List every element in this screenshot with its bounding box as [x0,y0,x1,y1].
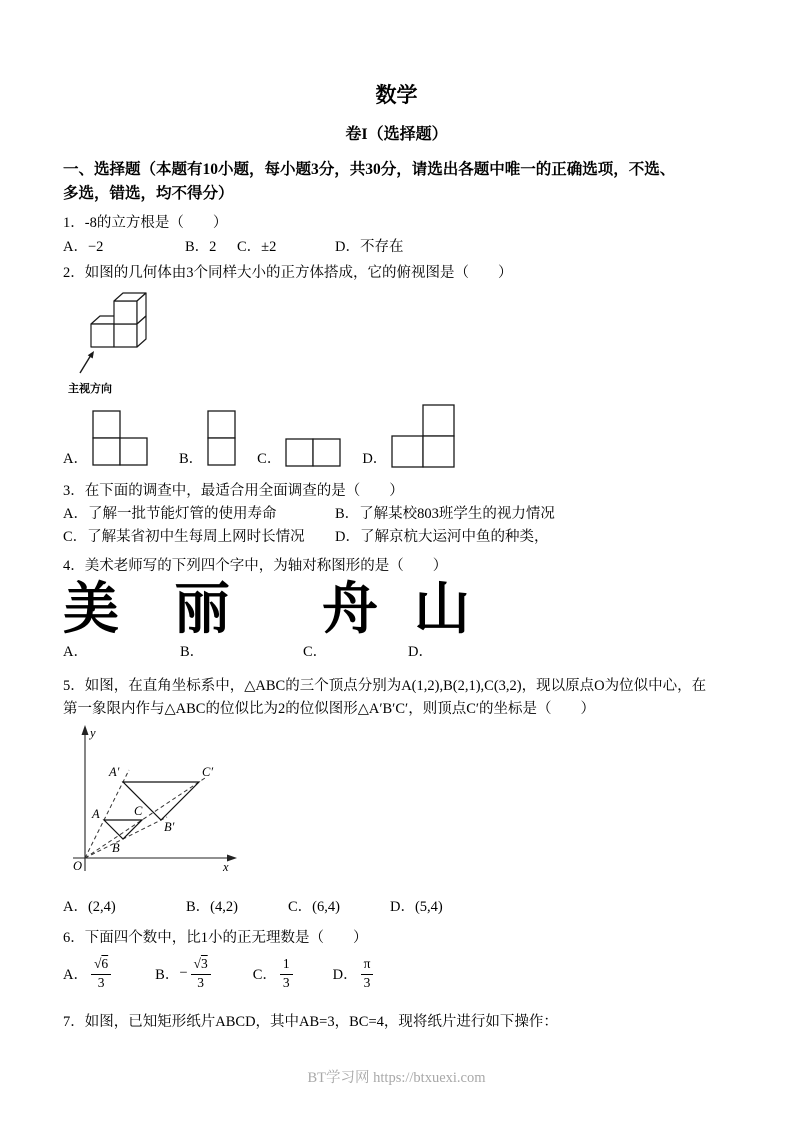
q2-option-b [179,410,237,468]
question-6-text: 6．下面四个数中，比1小的正无理数是（ ） [63,930,368,947]
q2-option-c [257,438,342,468]
triangle-abc [104,820,142,839]
q6-option-a [63,956,111,990]
q4-character-shan: 山 [414,578,470,641]
exam-subtitle: 卷I（选择题） [345,126,448,144]
q6-option-c-label: C． [252,967,277,984]
q2-option-a [63,410,149,468]
q4-option-a-label: A． [63,644,88,661]
q1-option-b: B．2 [185,238,217,255]
q6-option-d [333,956,374,990]
q4-character-li: 丽 [174,578,230,641]
q2-option-a-label: A． [63,450,88,467]
c-prime-label: C′ [202,765,214,779]
q2-solid-cubes-figure [76,289,156,379]
y-axis-label: y [90,726,96,740]
b-prime-label: B′ [164,820,175,834]
q1-option-a: A．−2 [63,238,104,255]
question-5-options [63,896,730,919]
q6-option-b [155,956,211,990]
q2-option-d [362,404,456,468]
q4-option-b-label: B． [180,644,205,661]
x-axis-label: x [223,860,229,874]
vertical-domino-shape [208,411,235,465]
q4-character-mei: 美 [63,578,119,641]
q4-characters-row [63,578,730,641]
q2-option-a-shape-figure [92,410,149,468]
q3-option-c: C．了解某省初中生每周上网时长情况 [63,529,305,546]
q1-option-c: C．±2 [237,238,277,255]
q6-option-a-fraction: $\frac{√6}{3}$ [91,956,111,990]
q2-option-c-shape-figure [285,438,342,468]
q5-option-b: B．(4,2) [186,899,238,915]
q6-option-b-label: B． [155,967,180,984]
question-3-options-row1 [63,503,730,526]
q2-option-d-shape-figure [391,404,456,468]
question-3-options-row2 [63,526,730,549]
j-tromino-shape [392,405,454,467]
section-heading [63,158,730,206]
q2-options-row [63,404,730,468]
l-tromino-shape [93,411,147,465]
q2-figure [68,289,730,396]
q6-option-d-fraction: $\frac{\pi}{3}$ [361,956,374,990]
horizontal-domino-shape [286,439,340,466]
q4-option-d-label: D． [408,644,433,661]
q2-option-b-shape-figure [207,410,237,468]
q3-option-a: A．了解一批节能灯管的使用寿命 [63,506,277,523]
c-label: C [134,804,143,818]
question-1-text: 1．-8的立方根是（ ） [63,215,228,232]
q5-figure [65,723,730,888]
dashed-rays-from-origin [85,770,205,858]
q5-option-d: D．(5,4) [390,899,443,915]
q6-option-b-sign: − [179,965,188,982]
q6-option-c [253,956,293,990]
origin-label: O [73,859,83,873]
q5-coordinate-figure [65,723,250,883]
radical-sign: √ [193,956,201,972]
question-5-text-line1: 5．如图，在直角坐标系中，△ABC的三个顶点分别为A(1,2),B(2,1),C(3,2)，现以原点O为位似中心，在 [63,677,707,694]
question-1-options [63,236,730,259]
section-heading-line2: 多选，错选，均不得分） [63,185,234,203]
q2-view-direction-label: 主视方向 [68,382,112,395]
q4-option-labels-row [63,641,730,664]
q1-option-d: D．不存在 [335,238,404,255]
question-7-text: 7．如图，已知矩形纸片ABCD，其中AB=3，BC=4，现将纸片进行如下操作： [63,1013,558,1030]
q2-option-d-label: D． [362,450,388,467]
q3-option-d: D．了解京杭大运河中鱼的种类， [335,529,549,546]
question-4-text: 4．美术老师写的下列四个字中，为轴对称图形的是（ ） [63,558,448,575]
section-heading-line1: 一、选择题（本题有10小题，每小题3分，共30分，请选出各题中唯一的正确选项，不选、 [63,161,676,179]
cubes-drawing [91,293,146,347]
question-5-text-line2: 第一象限内作与△ABC的位似比为2的位似图形△A′B′C′，则顶点C′的坐标是（ ） [63,700,596,717]
a-label: A [92,807,100,821]
q5-option-a: A．(2,4) [63,899,116,915]
q4-option-c-label: C． [303,644,328,661]
a-prime-label: A′ [109,765,120,779]
view-direction-arrow [80,351,94,373]
radical-sign: √ [93,956,102,972]
question-3-text: 3．在下面的调查中，最适合用全面调查的是（ ） [63,482,404,499]
page-title: 数学 [375,83,418,107]
b-label: B [112,841,120,855]
q3-option-b: B．了解某校803班学生的视力情况 [335,506,555,523]
q6-option-d-label: D． [332,967,358,984]
q2-option-b-label: B． [178,450,204,467]
q6-option-c-fraction: $\frac{1}{3}$ [280,956,293,990]
site-watermark: BT学习网 https://btxuexi.com [307,1070,486,1086]
q2-option-c-label: C． [257,450,282,467]
q6-option-a-label: A． [63,967,88,984]
q6-option-b-fraction: $\frac{√3}{3}$ [191,956,211,990]
question-2-text: 2．如图的几何体由3个同样大小的正方体搭成，它的俯视图是（ ） [63,264,513,281]
q4-character-zhou: 舟 [322,578,378,641]
question-6-options [63,956,730,990]
q5-option-c: C．(6,4) [288,899,340,915]
